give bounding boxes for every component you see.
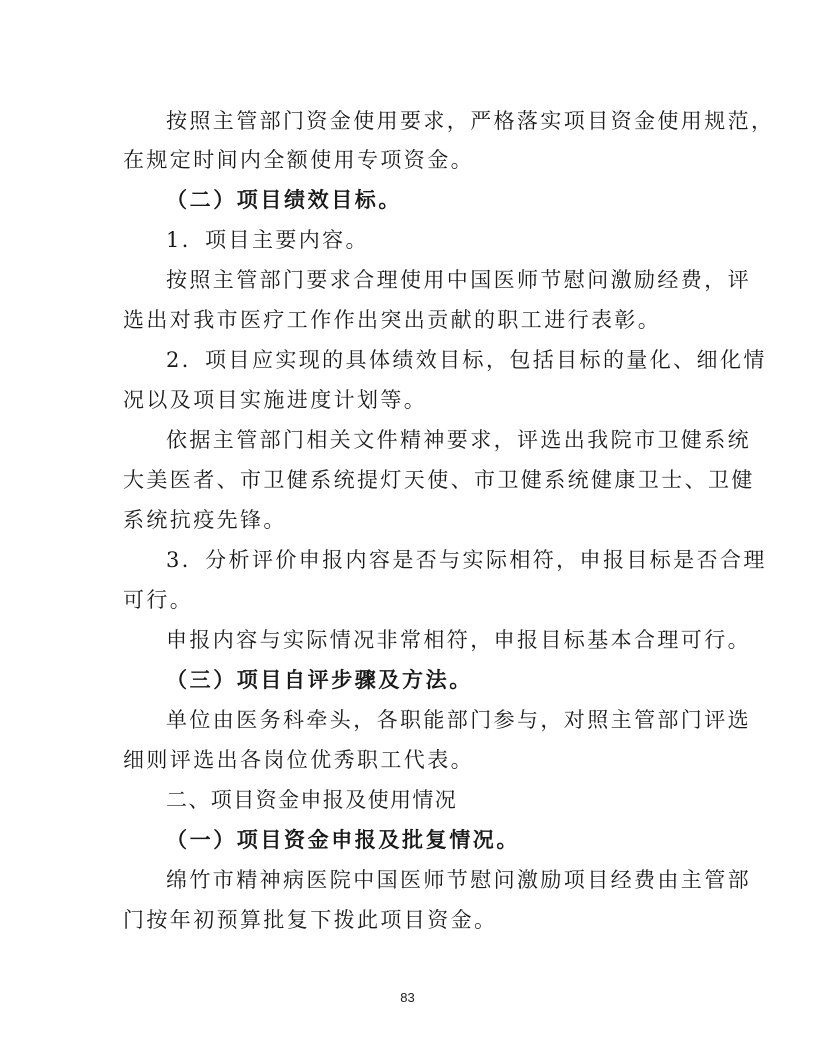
paragraph-line: 按照主管部门要求合理使用中国医师节慰问激励经费，评 xyxy=(166,268,751,292)
paragraph-line: 绵竹市精神病医院中国医师节慰问激励项目经费由主管部 xyxy=(166,868,751,892)
page-number: 83 xyxy=(400,990,415,1005)
paragraph-line: 选出对我市医疗工作作出突出贡献的职工进行表彰。 xyxy=(123,308,662,332)
paragraph-line: 按照主管部门资金使用要求，严格落实项目资金使用规范， xyxy=(166,109,775,133)
paragraph-line: 可行。 xyxy=(123,588,194,612)
paragraph-line: 在规定时间内全额使用专项资金。 xyxy=(123,148,474,172)
section-heading-self-evaluation: （三）项目自评步骤及方法。 xyxy=(166,667,473,692)
section-heading-project-goals: （二）项目绩效目标。 xyxy=(166,187,402,212)
section-heading-fund-approval: （一）项目资金申报及批复情况。 xyxy=(166,827,520,852)
paragraph-line: 申报内容与实际情况非常相符，申报目标基本合理可行。 xyxy=(166,628,751,652)
paragraph-line: 系统抗疫先锋。 xyxy=(123,508,287,532)
paragraph-line: 单位由医务科牵头，各职能部门参与，对照主管部门评选 xyxy=(166,708,751,732)
subsection-heading: 2．项目应实现的具体绩效目标，包括目标的量化、细化情 xyxy=(166,348,767,372)
subsection-heading: 1．项目主要内容。 xyxy=(166,228,369,252)
subsection-heading: 3．分析评价申报内容是否与实际相符，申报目标是否合理 xyxy=(166,548,767,572)
paragraph-line: 门按年初预算批复下拨此项目资金。 xyxy=(123,908,498,932)
paragraph-line: 况以及项目实施进度计划等。 xyxy=(123,388,428,412)
paragraph-line: 细则评选出各岗位优秀职工代表。 xyxy=(123,748,474,772)
paragraph-line: 大美医者、市卫健系统提灯天使、市卫健系统健康卫士、卫健 xyxy=(123,468,755,492)
paragraph-line: 依据主管部门相关文件精神要求，评选出我院市卫健系统 xyxy=(166,428,751,452)
chapter-heading-fund-usage: 二、项目资金申报及使用情况 xyxy=(166,788,458,812)
